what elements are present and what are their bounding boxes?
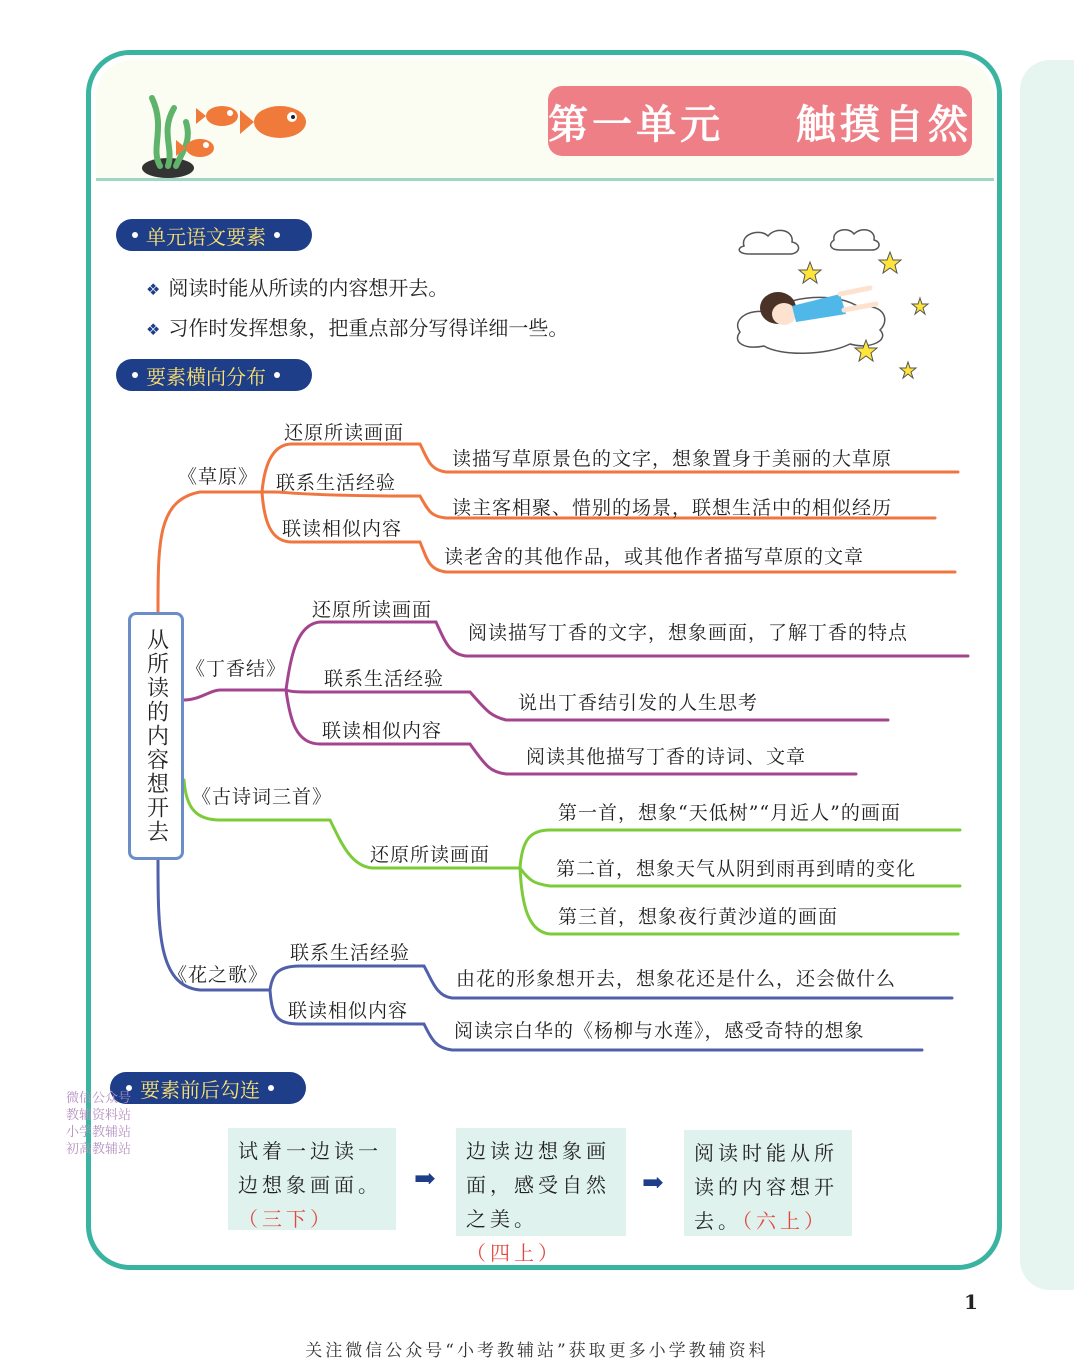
watermark-line: 初高教辅站 xyxy=(66,1142,132,1157)
detail-text: 读主客相聚、惜别的场景，联想生活中的相似经历 xyxy=(452,497,893,519)
center-topic-text: 从所读的内容想开去 xyxy=(143,628,169,844)
section-label: 要素横向分布 xyxy=(146,364,266,389)
page-number: 1 xyxy=(964,1290,978,1314)
flow-step-box xyxy=(456,1128,626,1265)
lesson-title: 《花之歌》 xyxy=(168,964,269,986)
branch-label: 联读相似内容 xyxy=(288,1000,409,1022)
detail-text: 阅读其他描写丁香的诗词、文章 xyxy=(526,746,807,768)
lesson-title: 《草原》 xyxy=(178,466,259,488)
flow-step-box xyxy=(684,1130,852,1236)
branch-label: 联系生活经验 xyxy=(324,668,445,690)
branch-label: 联系生活经验 xyxy=(276,472,397,494)
flow-step-grade: （三下） xyxy=(238,1207,334,1231)
section-connection-heading xyxy=(110,1072,306,1104)
branch-label: 联读相似内容 xyxy=(282,518,403,540)
lesson-title: 《丁香结》 xyxy=(186,658,287,680)
detail-text: 阅读描写丁香的文字，想象画面，了解丁香的特点 xyxy=(468,622,909,644)
heading-dot xyxy=(268,1085,274,1091)
arrow-right-icon: ➡ xyxy=(642,1168,664,1198)
diamond-bullet-icon: ❖ xyxy=(146,280,161,299)
flow-step-text: 边读边想象画面，感受自然之美。 xyxy=(466,1139,610,1231)
flow-step-box xyxy=(228,1128,396,1230)
bullet-text: 阅读时能从所读的内容想开去。 xyxy=(168,276,449,300)
arrow-right-icon: ➡ xyxy=(414,1164,436,1194)
branch-label: 还原所读画面 xyxy=(370,844,491,866)
bullet-text: 习作时发挥想象，把重点部分写得详细一些。 xyxy=(168,316,569,340)
section-label: 单元语文要素 xyxy=(146,224,266,249)
lesson-title: 《古诗词三首》 xyxy=(192,786,333,808)
unit-title: 第一单元 触摸自然 xyxy=(548,86,972,156)
watermark-line: 小学教辅站 xyxy=(66,1125,132,1140)
detail-text: 读描写草原景色的文字，想象置身于美丽的大草原 xyxy=(452,448,893,470)
branch-label: 还原所读画面 xyxy=(312,599,433,621)
watermark-line: 教辅资料站 xyxy=(66,1108,132,1123)
center-topic-box xyxy=(128,612,184,860)
detail-text: 第三首，想象夜行黄沙道的画面 xyxy=(558,906,839,928)
detail-text: 说出丁香结引发的人生思考 xyxy=(518,692,759,714)
detail-text: 第二首，想象天气从阴到雨再到晴的变化 xyxy=(556,858,917,880)
flow-step-grade: （六上） xyxy=(742,1209,828,1233)
flow-step-text: 试着一边读一边想象画面。 xyxy=(238,1139,382,1197)
branch-label: 联系生活经验 xyxy=(290,942,411,964)
detail-text: 由花的形象想开去，想象花还是什么，还会做什么 xyxy=(456,968,897,990)
diamond-bullet-icon: ❖ xyxy=(146,320,161,339)
section-label: 要素前后勾连 xyxy=(140,1077,260,1102)
detail-text: 读老舍的其他作品，或其他作者描写草原的文章 xyxy=(444,546,865,568)
branch-label: 还原所读画面 xyxy=(284,422,405,444)
detail-text: 阅读宗白华的《杨柳与水莲》，感受奇特的想象 xyxy=(454,1020,865,1042)
detail-text: 第一首，想象“天低树”“月近人”的画面 xyxy=(558,802,901,824)
flow-step-grade: （四上） xyxy=(466,1241,562,1265)
watermark xyxy=(66,1090,131,1158)
watermark-line: 微信公众号 xyxy=(66,1091,132,1106)
flow-step-text: 阅读时能从所读的内容想开去。 xyxy=(694,1141,838,1233)
footer-note: 关注微信公众号“小考教辅站”获取更多小学教辅资料 xyxy=(305,1341,769,1361)
branch-label: 联读相似内容 xyxy=(322,720,443,742)
